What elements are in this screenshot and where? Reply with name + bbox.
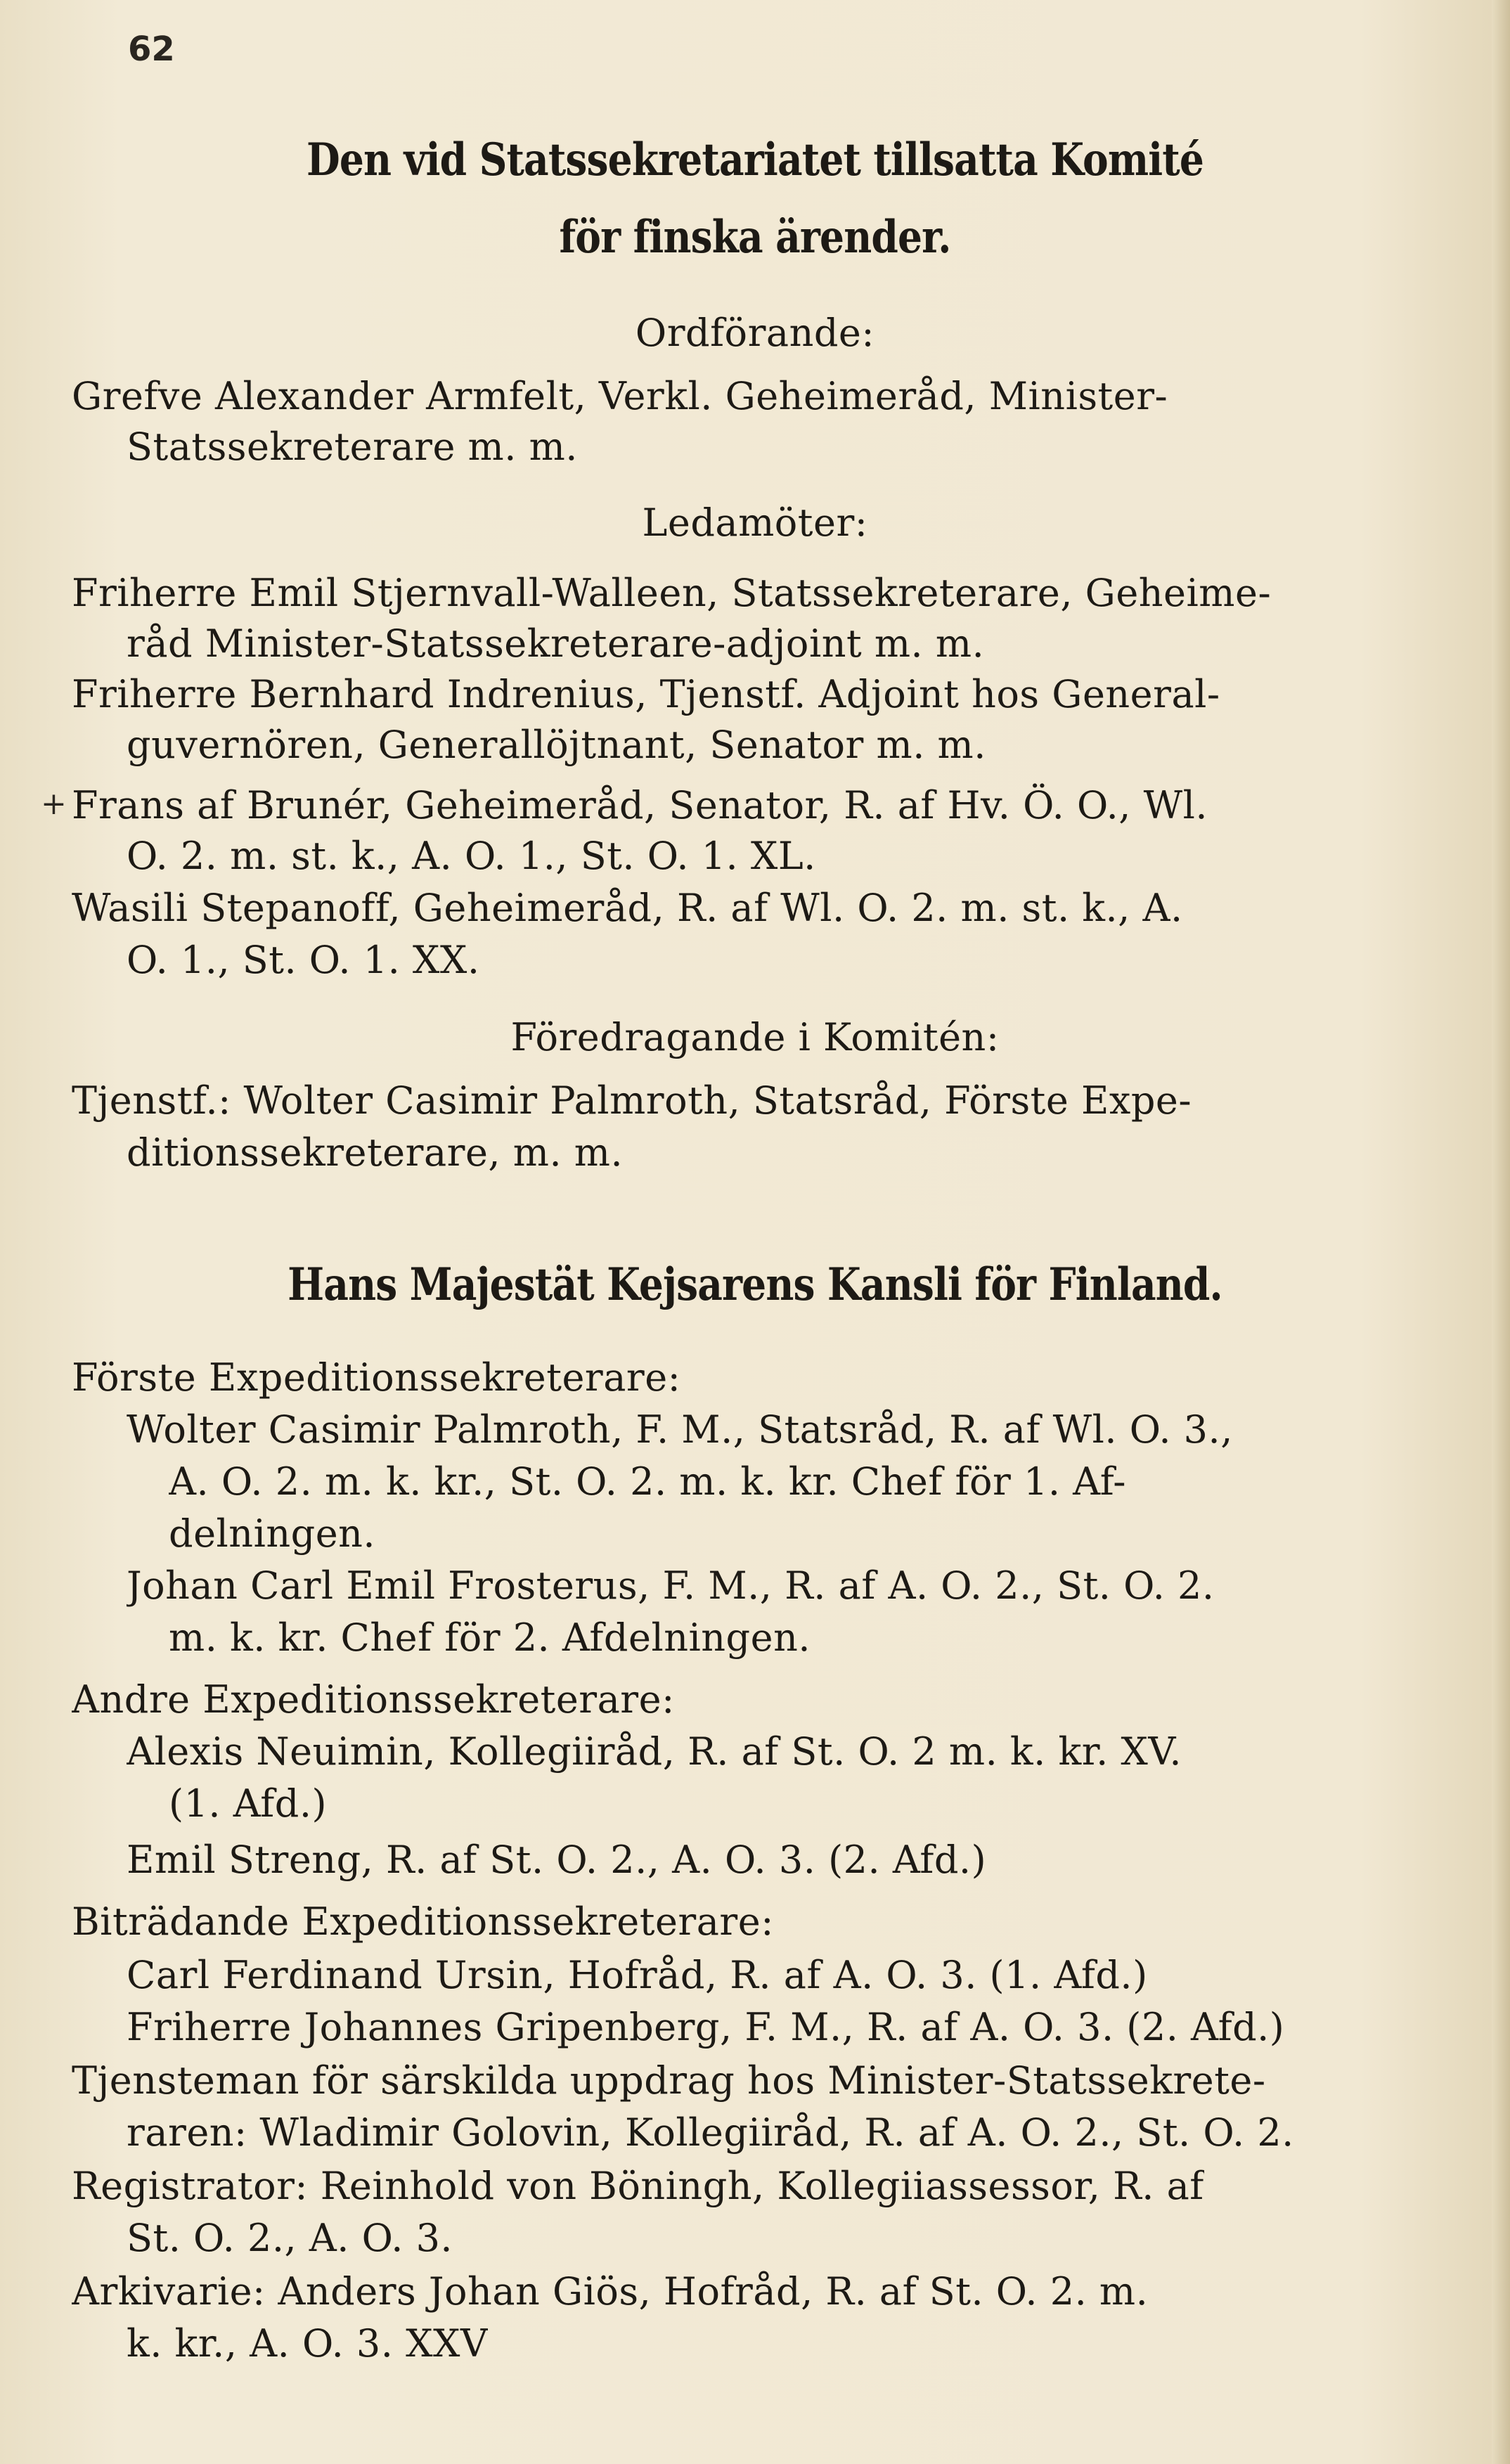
kansli-line: Wolter Casimir Palmroth, F. M., Statsråd, R. af Wl. O. 3.,	[127, 1407, 1233, 1452]
kansli-line: Friherre Johannes Gripenberg, F. M., R. af A. O. 3. (2. Afd.)	[127, 2005, 1285, 2049]
kansli-line: delningen.	[169, 1511, 376, 1556]
ledamoter-line: O. 2. m. st. k., A. O. 1., St. O. 1. XL.	[127, 834, 816, 878]
kansli-line: Andre Expeditionssekreterare:	[72, 1677, 675, 1722]
kansli-line: Arkivarie: Anders Johan Giös, Hofråd, R. af St. O. 2. m.	[72, 2269, 1149, 2314]
ledamoter-label: Ledamöter:	[642, 501, 868, 545]
kansli-line: Registrator: Reinhold von Böningh, Kollegiiassessor, R. af	[72, 2164, 1204, 2208]
foredragande-line: Tjenstf.: Wolter Casimir Palmroth, Statsråd, Förste Expe-	[72, 1078, 1192, 1123]
kansli-line: Johan Carl Emil Frosterus, F. M., R. af A. O. 2., St. O. 2.	[127, 1563, 1215, 1608]
ordforande-line: Grefve Alexander Armfelt, Verkl. Geheimeråd, Minister-	[72, 374, 1168, 418]
margin-mark-icon: +	[41, 786, 67, 822]
kansli-line: Alexis Neuimin, Kollegiiråd, R. af St. O. 2 m. k. kr. XV.	[127, 1729, 1182, 1774]
kansli-line: k. kr., A. O. 3. XXV	[127, 2321, 489, 2366]
section2-title: Hans Majestät Kejsarens Kansli för Finland.	[288, 1258, 1222, 1311]
page-number: 62	[128, 30, 175, 69]
kansli-line: A. O. 2. m. k. kr., St. O. 2. m. k. kr. Chef för 1. Af-	[169, 1459, 1127, 1504]
ledamoter-line: Frans af Brunér, Geheimeråd, Senator, R. af Hv. Ö. O., Wl.	[72, 783, 1208, 827]
foredragande-label: Föredragande i Komitén:	[510, 1015, 1000, 1059]
ordforande-line: Statssekreterare m. m.	[127, 425, 578, 469]
kansli-line: (1. Afd.)	[169, 1781, 328, 1826]
ledamoter-line: Friherre Emil Stjernvall-Walleen, Statssekreterare, Geheime-	[72, 571, 1272, 615]
kansli-line: Förste Expeditionssekreterare:	[72, 1355, 681, 1400]
section1-title-line2: för finska ärender.	[559, 211, 951, 264]
kansli-line: Tjensteman för särskilda uppdrag hos Minister-Statssekrete-	[72, 2058, 1266, 2103]
kansli-line: St. O. 2., A. O. 3.	[127, 2216, 453, 2260]
ledamoter-line: Wasili Stepanoff, Geheimeråd, R. af Wl. O. 2. m. st. k., A.	[72, 886, 1183, 930]
ledamoter-line: O. 1., St. O. 1. XX.	[127, 938, 480, 982]
ordforande-label: Ordförande:	[635, 311, 875, 355]
ledamoter-line: Friherre Bernhard Indrenius, Tjenstf. Adjoint hos General-	[72, 672, 1220, 716]
section1-title-line1: Den vid Statssekretariatet tillsatta Komité	[306, 134, 1204, 186]
kansli-line: m. k. kr. Chef för 2. Afdelningen.	[169, 1615, 811, 1660]
ledamoter-line: guvernören, Generallöjtnant, Senator m. m.	[127, 723, 986, 767]
kansli-line: Emil Streng, R. af St. O. 2., A. O. 3. (2. Afd.)	[127, 1838, 987, 1882]
kansli-line: raren: Wladimir Golovin, Kollegiiråd, R. af A. O. 2., St. O. 2.	[127, 2110, 1294, 2155]
kansli-line: Carl Ferdinand Ursin, Hofråd, R. af A. O. 3. (1. Afd.)	[127, 1953, 1148, 1997]
ledamoter-line: råd Minister-Statssekreterare-adjoint m. m.	[127, 621, 985, 666]
page-edge	[1492, 0, 1510, 2464]
kansli-line: Biträdande Expeditionssekreterare:	[72, 1899, 774, 1944]
foredragande-line: ditionssekreterare, m. m.	[127, 1130, 624, 1175]
